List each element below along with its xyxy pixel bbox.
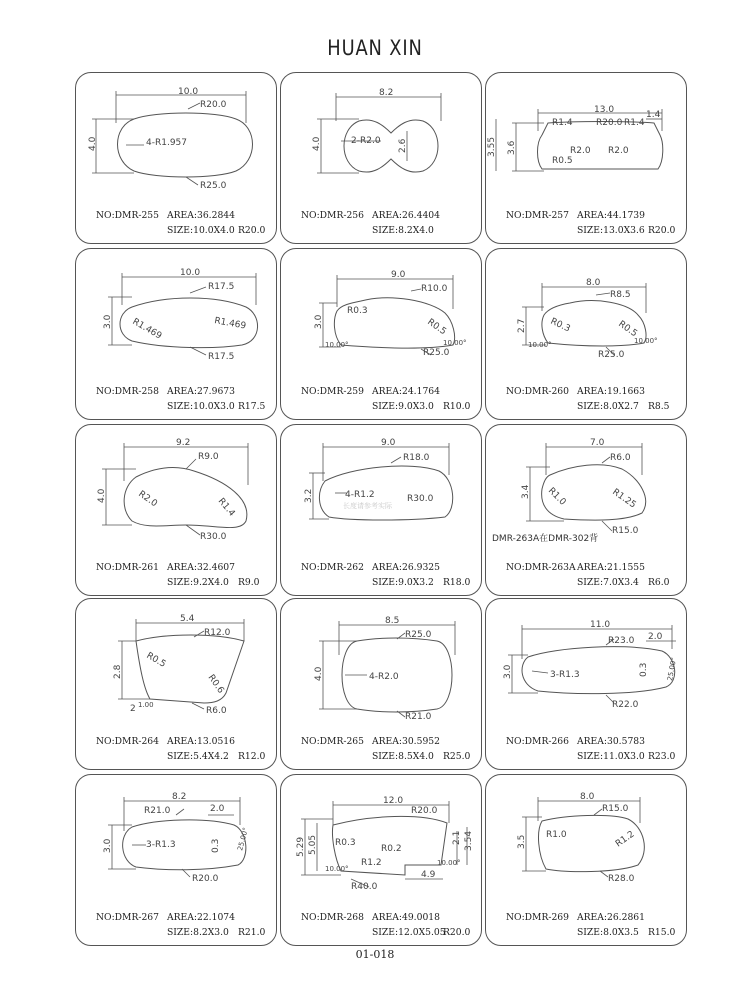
part-card-dmr-265 [280, 598, 482, 770]
part-area: AREA:13.0516 [167, 736, 235, 747]
dim-label: 4.0 [312, 136, 322, 151]
dim-label: R6.0 [206, 706, 227, 716]
dim-label: R17.5 [208, 352, 235, 362]
part-size: SIZE:12.0X5.05 [372, 927, 446, 938]
dim-label: 11.0 [590, 620, 611, 630]
part-radius: R17.5 [238, 401, 266, 412]
part-radius: R20.0 [443, 927, 471, 938]
part-radius: R18.0 [443, 577, 471, 588]
part-number: NO:DMR-264 [96, 736, 159, 747]
part-radius: R15.0 [648, 927, 676, 938]
dim-label: R1.469 [213, 316, 247, 332]
part-size: SIZE:9.0X3.2 [372, 577, 434, 588]
part-size: SIZE:5.4X4.2 [167, 751, 229, 762]
dim-label: R1.2 [361, 858, 382, 868]
dim-label: R23.0 [608, 636, 635, 646]
part-area: AREA:19.1663 [577, 386, 645, 397]
part-card-dmr-268 [280, 774, 482, 946]
dim-label: 3.54 [464, 830, 474, 851]
part-radius: R20.0 [648, 225, 676, 236]
dim-label: R30.0 [407, 494, 434, 504]
part-number: NO:DMR-269 [506, 912, 569, 923]
dim-label: R18.0 [403, 453, 430, 463]
part-card-dmr-269 [485, 774, 687, 946]
dim-label: 2.0 [210, 804, 225, 814]
part-number: NO:DMR-268 [301, 912, 364, 923]
dim-label: 9.0 [391, 270, 406, 280]
dim-label: 25.00° [666, 656, 679, 682]
dim-label: 3.5 [517, 834, 527, 849]
part-number: NO:DMR-258 [96, 386, 159, 397]
part-size: SIZE:8.5X4.0 [372, 751, 434, 762]
part-number: NO:DMR-259 [301, 386, 364, 397]
dim-label: R8.5 [610, 290, 631, 300]
dim-label: 9.2 [176, 438, 191, 448]
dim-label: 3.4 [521, 484, 531, 499]
part-card-dmr-256 [280, 72, 482, 244]
dim-label: R0.5 [616, 319, 639, 340]
dim-label: R1.4 [552, 118, 573, 128]
part-area: AREA:26.2861 [577, 912, 645, 923]
dim-label: R20.0 [596, 118, 623, 128]
dim-label: 2-R2.0 [351, 136, 381, 146]
dim-label: R0.5 [144, 650, 168, 670]
dim-label: 3.0 [103, 314, 113, 329]
part-size: SIZE:11.0X3.0 [577, 751, 645, 762]
part-area: AREA:21.1555 [577, 562, 645, 573]
dim-label: R20.0 [200, 100, 227, 110]
dim-label: 4.0 [97, 488, 107, 503]
part-area: AREA:30.5783 [577, 736, 645, 747]
dim-label: 10.00° [634, 337, 658, 345]
dim-label: R0.3 [548, 316, 572, 335]
dim-label: 3.0 [503, 664, 513, 679]
part-area: AREA:36.2844 [167, 210, 235, 221]
dim-label: 3-R1.3 [146, 840, 176, 850]
dim-label: R1.25 [610, 487, 638, 511]
dim-label: 3.0 [314, 314, 324, 329]
part-card-dmr-257 [485, 72, 687, 244]
dim-label: R1.2 [613, 829, 637, 850]
dim-label: R2.0 [608, 146, 629, 156]
part-size: SIZE:7.0X3.4 [577, 577, 639, 588]
dim-label: 13.0 [594, 105, 615, 115]
dim-label: 4.9 [421, 870, 436, 880]
dim-label: 3.0 [103, 838, 113, 853]
part-radius: R6.0 [648, 577, 670, 588]
dim-label: 2.6 [398, 138, 408, 153]
dim-label: R2.0 [570, 146, 591, 156]
part-radius: R9.0 [238, 577, 260, 588]
part-number: NO:DMR-256 [301, 210, 364, 221]
part-radius: R12.0 [238, 751, 266, 762]
dim-label: R15.0 [602, 804, 629, 814]
dim-label: 8.0 [586, 278, 601, 288]
part-number: NO:DMR-257 [506, 210, 569, 221]
dim-label: 10.00° [443, 339, 467, 347]
dim-label: 9.0 [381, 438, 396, 448]
dim-label: R20.0 [411, 806, 438, 816]
part-number: NO:DMR-263A [506, 562, 576, 573]
dim-label: R0.3 [335, 838, 356, 848]
part-card-dmr-255 [75, 72, 277, 244]
dim-label: R30.0 [200, 532, 227, 542]
part-card-dmr-264 [75, 598, 277, 770]
dim-label: 7.0 [590, 438, 605, 448]
part-size: SIZE:10.0X3.0 [167, 401, 235, 412]
part-card-dmr-260 [485, 248, 687, 420]
dim-label: R28.0 [608, 874, 635, 884]
dim-label: R21.0 [144, 806, 171, 816]
dim-label: R0.5 [552, 156, 573, 166]
dim-label: 1.4 [646, 110, 661, 120]
dim-label: 0.3 [211, 838, 221, 853]
dim-label: R1.0 [545, 486, 568, 508]
part-radius: R21.0 [238, 927, 266, 938]
part-number: NO:DMR-255 [96, 210, 159, 221]
dim-label: R9.0 [198, 452, 219, 462]
dim-label: 4-R1.2 [345, 490, 375, 500]
dim-label: 10.00° [528, 341, 552, 349]
page-title: HUAN XIN [327, 36, 423, 60]
dim-label: R1.4 [215, 496, 237, 519]
dim-label: R0.5 [425, 317, 448, 338]
dim-label: 4-R1.957 [146, 138, 187, 148]
dim-label: 5.4 [180, 614, 195, 624]
dim-label: 3.2 [304, 488, 314, 503]
dim-label: R1.469 [130, 316, 164, 342]
part-card-dmr-263a [485, 424, 687, 596]
part-radius: R23.0 [648, 751, 676, 762]
part-area: AREA:27.9673 [167, 386, 235, 397]
dim-label: R40.0 [351, 882, 378, 892]
part-area: AREA:22.1074 [167, 912, 235, 923]
dim-label: 8.5 [385, 616, 400, 626]
dim-label: 8.2 [379, 88, 394, 98]
dim-label: R25.0 [200, 181, 227, 191]
part-number: NO:DMR-266 [506, 736, 569, 747]
dim-label: R21.0 [405, 712, 432, 722]
dim-label: R10.0 [421, 284, 448, 294]
part-card-dmr-258 [75, 248, 277, 420]
part-area: AREA:24.1764 [372, 386, 440, 397]
dim-label: R6.0 [610, 453, 631, 463]
dim-label: R0.3 [347, 306, 368, 316]
dim-label: 10.0 [178, 87, 199, 97]
part-area: AREA:26.9325 [372, 562, 440, 573]
part-note: DMR-263A在DMR-302背 [492, 534, 599, 544]
dim-label: 8.0 [580, 792, 595, 802]
part-size: SIZE:9.2X4.0 [167, 577, 229, 588]
part-size: SIZE:8.2X4.0 [372, 225, 434, 236]
dim-label: 8.2 [172, 792, 187, 802]
dim-label: 2 [130, 704, 136, 714]
dim-label: R25.0 [405, 630, 432, 640]
part-number: NO:DMR-261 [96, 562, 159, 573]
part-number: NO:DMR-265 [301, 736, 364, 747]
dim-label: 10.00° [325, 341, 349, 349]
part-card-dmr-266 [485, 598, 687, 770]
dim-label: 10.00° [325, 865, 349, 873]
part-area: AREA:44.1739 [577, 210, 645, 221]
part-area: AREA:32.4607 [167, 562, 235, 573]
dim-label: 2.1 [452, 830, 462, 845]
dim-label: 2.7 [517, 318, 527, 333]
dim-label: R12.0 [204, 628, 231, 638]
part-card-dmr-261 [75, 424, 277, 596]
part-card-dmr-259 [280, 248, 482, 420]
dim-label: R0.6 [205, 672, 226, 696]
part-size: SIZE:10.0X4.0 [167, 225, 235, 236]
dim-label: R20.0 [192, 874, 219, 884]
dim-label: R15.0 [612, 526, 639, 536]
dim-label: R17.5 [208, 282, 235, 292]
dim-label: 12.0 [383, 796, 404, 806]
dim-label: 3-R1.3 [550, 670, 580, 680]
dim-label: 4.0 [314, 666, 324, 681]
part-radius: R8.5 [648, 401, 670, 412]
dim-label: 25.00° [236, 826, 251, 852]
part-area: AREA:49.0018 [372, 912, 440, 923]
dim-label: 3.6 [507, 140, 517, 155]
dim-label: R2.0 [136, 489, 159, 510]
dim-label: 3.55 [487, 136, 497, 157]
dim-label: 2.0 [648, 632, 663, 642]
dim-label: 4.0 [88, 136, 98, 151]
dim-label: 10.00° [437, 859, 461, 867]
dim-label: R0.2 [381, 844, 402, 854]
part-radius: R25.0 [443, 751, 471, 762]
dim-label: 5.29 [296, 836, 306, 857]
dim-label: 10.0 [180, 268, 201, 278]
part-size: SIZE:8.0X3.5 [577, 927, 639, 938]
part-size: SIZE:9.0X3.0 [372, 401, 434, 412]
dim-label: R1.4 [624, 118, 645, 128]
part-size: SIZE:8.2X3.0 [167, 927, 229, 938]
part-card-dmr-262 [280, 424, 482, 596]
page-number: 01-018 [355, 948, 395, 961]
dim-label: R22.0 [612, 700, 639, 710]
part-number: NO:DMR-267 [96, 912, 159, 923]
dim-label: 5.05 [308, 834, 318, 855]
part-radius: R10.0 [443, 401, 471, 412]
part-size: SIZE:8.0X2.7 [577, 401, 639, 412]
part-card-dmr-267 [75, 774, 277, 946]
dim-label: 0.3 [639, 662, 649, 677]
watermark: 长度请参考实际 [343, 502, 392, 510]
dim-label: 2.8 [113, 664, 123, 679]
dim-label: R25.0 [598, 350, 625, 360]
dim-label: R25.0 [423, 348, 450, 358]
part-size: SIZE:13.0X3.6 [577, 225, 645, 236]
part-number: NO:DMR-260 [506, 386, 569, 397]
part-area: AREA:30.5952 [372, 736, 440, 747]
part-area: AREA:26.4404 [372, 210, 440, 221]
part-radius: R20.0 [238, 225, 266, 236]
dim-label: R1.0 [546, 830, 567, 840]
part-number: NO:DMR-262 [301, 562, 364, 573]
dim-label: 1.00 [138, 701, 154, 709]
dim-label: 4-R2.0 [369, 672, 399, 682]
